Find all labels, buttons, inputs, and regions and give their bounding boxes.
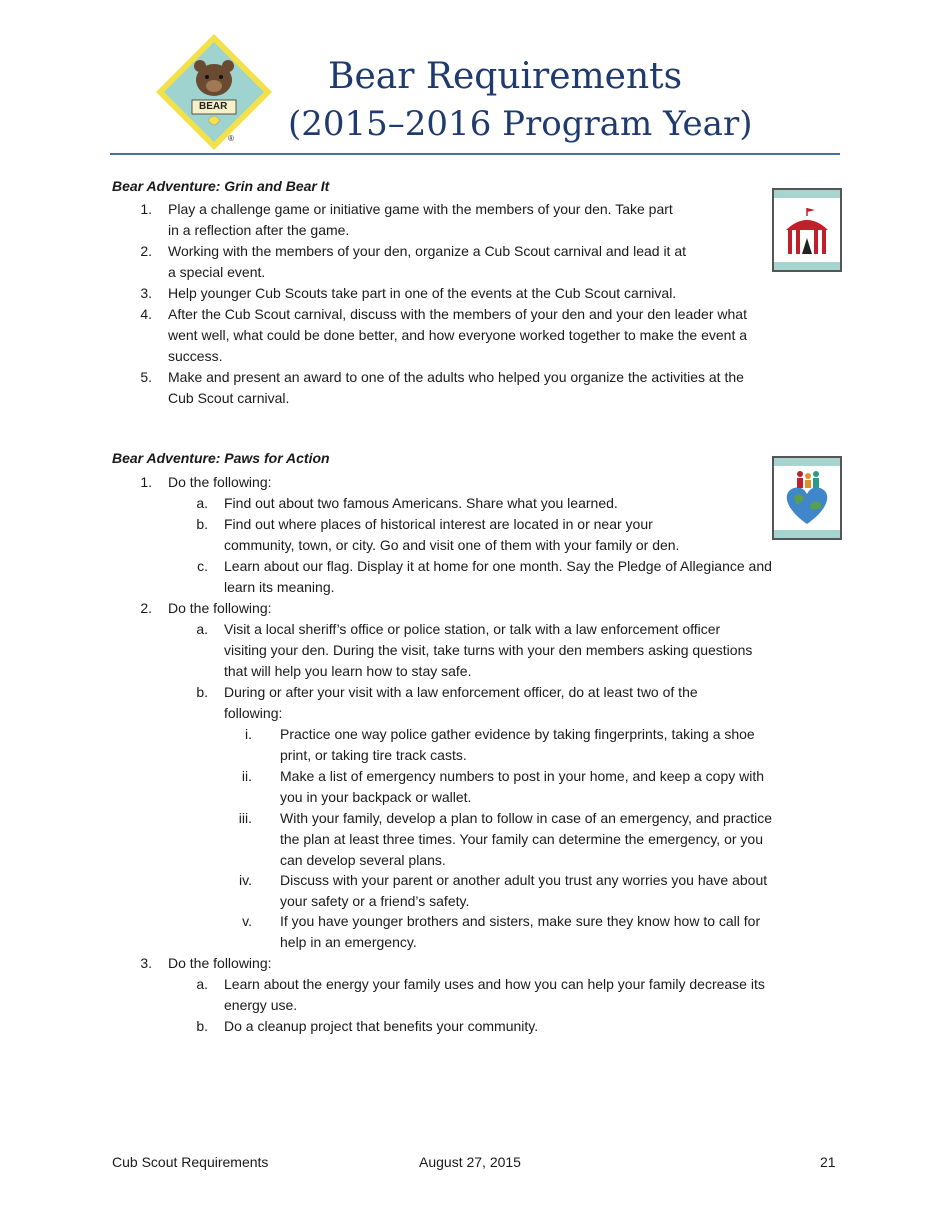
list-number: 4. bbox=[140, 306, 152, 322]
line: With your family, develop a plan to follow in case of an emergency, and practice bbox=[280, 810, 773, 826]
list-number: 1. bbox=[140, 201, 152, 217]
line: Do a cleanup project that benefits your community. bbox=[224, 1018, 539, 1034]
line: your safety or a friend’s safety. bbox=[280, 893, 470, 909]
line: Find out about two famous Americans. Share what you learned. bbox=[224, 495, 618, 511]
list-roman: iii. bbox=[238, 810, 252, 826]
badge-label: BEAR bbox=[199, 101, 228, 112]
list-number: 3. bbox=[140, 955, 152, 971]
line: Working with the members of your den, organize a Cub Scout carnival and lead it at bbox=[168, 243, 687, 259]
line: Help younger Cub Scouts take part in one of the events at the Cub Scout carnival. bbox=[168, 285, 677, 301]
list-item bbox=[224, 556, 772, 598]
list-item bbox=[280, 870, 767, 912]
line: a special event. bbox=[168, 264, 266, 280]
list-item bbox=[168, 598, 272, 619]
list-item bbox=[280, 808, 772, 871]
line: If you have younger brothers and sisters, make sure they know how to call for bbox=[280, 913, 761, 929]
list-item bbox=[224, 619, 752, 682]
line: Make a list of emergency numbers to post in your home, and keep a copy with bbox=[280, 768, 765, 784]
line: energy use. bbox=[224, 997, 298, 1013]
line: Do the following: bbox=[168, 600, 272, 616]
list-letter: a. bbox=[196, 976, 208, 992]
list-number: 1. bbox=[140, 474, 152, 490]
list-item bbox=[224, 974, 765, 1016]
line: went well, what could be done better, and how everyone worked together to make the event a bbox=[168, 327, 748, 343]
list-roman: iv. bbox=[239, 872, 252, 888]
line: Play a challenge game or initiative game with the members of your den. Take part bbox=[168, 201, 673, 217]
line: During or after your visit with a law enforcement officer, do at least two of the bbox=[224, 684, 698, 700]
page-title: Bear Requirements bbox=[328, 56, 683, 97]
line: help in an emergency. bbox=[280, 934, 417, 950]
list-letter: a. bbox=[196, 621, 208, 637]
line: that will help you learn how to stay safe. bbox=[224, 663, 472, 679]
line: After the Cub Scout carnival, discuss with the members of your den and your den leader what bbox=[168, 306, 747, 322]
line: success. bbox=[168, 348, 223, 364]
list-roman: i. bbox=[245, 726, 252, 742]
list-item bbox=[224, 514, 679, 556]
line: community, town, or city. Go and visit one of them with your family or den. bbox=[224, 537, 680, 553]
list-letter: b. bbox=[196, 1018, 208, 1034]
list-item bbox=[224, 493, 618, 514]
line: Cub Scout carnival. bbox=[168, 390, 290, 406]
list-item bbox=[280, 911, 760, 953]
line: in a reflection after the game. bbox=[168, 222, 350, 238]
list-number: 2. bbox=[140, 600, 152, 616]
line: print, or taking tire track casts. bbox=[280, 747, 467, 763]
line: Make and present an award to one of the adults who helped you organize the activities at the bbox=[168, 369, 744, 385]
circus-tent-icon bbox=[772, 188, 842, 272]
list-item bbox=[168, 304, 747, 367]
footer-date: August 27, 2015 bbox=[419, 1154, 521, 1170]
list-number: 2. bbox=[140, 243, 152, 259]
list-number: 5. bbox=[140, 369, 152, 385]
list-item bbox=[168, 199, 673, 241]
line: Find out where places of historical interest are located in or near your bbox=[224, 516, 653, 532]
line: following: bbox=[224, 705, 283, 721]
list-letter: c. bbox=[197, 558, 208, 574]
list-item bbox=[168, 367, 744, 409]
heart-globe-family-icon bbox=[772, 456, 842, 540]
list-letter: b. bbox=[196, 684, 208, 700]
list-item bbox=[168, 283, 676, 304]
list-item bbox=[168, 953, 272, 974]
line: the plan at least three times. Your family can determine the emergency, or you bbox=[280, 831, 763, 847]
line: Do the following: bbox=[168, 474, 272, 490]
line: you in your backpack or wallet. bbox=[280, 789, 472, 805]
list-item bbox=[168, 472, 272, 493]
line: Discuss with your parent or another adult you trust any worries you have about bbox=[280, 872, 768, 888]
line: Practice one way police gather evidence by taking fingerprints, taking a shoe bbox=[280, 726, 755, 742]
section-title: Bear Adventure: Paws for Action bbox=[112, 450, 330, 466]
list-roman: v. bbox=[242, 913, 252, 929]
list-letter: a. bbox=[196, 495, 208, 511]
list-item bbox=[280, 724, 755, 766]
list-item bbox=[168, 241, 686, 283]
line: Visit a local sheriff’s office or police station, or talk with a law enforcement officer bbox=[224, 621, 721, 637]
list-item bbox=[280, 766, 764, 808]
line: learn its meaning. bbox=[224, 579, 335, 595]
list-item bbox=[224, 682, 698, 724]
list-roman: ii. bbox=[241, 768, 252, 784]
line: can develop several plans. bbox=[280, 852, 446, 868]
list-letter: b. bbox=[196, 516, 208, 532]
line: visiting your den. During the visit, take turns with your den members asking questions bbox=[224, 642, 753, 658]
footer-left: Cub Scout Requirements bbox=[112, 1154, 269, 1170]
section-title: Bear Adventure: Grin and Bear It bbox=[112, 178, 330, 194]
list-number: 3. bbox=[140, 285, 152, 301]
page-subtitle: (2015–2016 Program Year) bbox=[288, 104, 753, 144]
line: Learn about our flag. Display it at home for one month. Say the Pledge of Allegiance and bbox=[224, 558, 772, 574]
header-divider bbox=[110, 153, 840, 155]
registered-mark: ® bbox=[228, 134, 234, 143]
line: Learn about the energy your family uses and how you can help your family decrease its bbox=[224, 976, 765, 992]
page-number: 21 bbox=[820, 1154, 836, 1170]
line: Do the following: bbox=[168, 955, 272, 971]
bear-rank-badge-icon bbox=[152, 32, 276, 152]
list-item bbox=[224, 1016, 538, 1037]
